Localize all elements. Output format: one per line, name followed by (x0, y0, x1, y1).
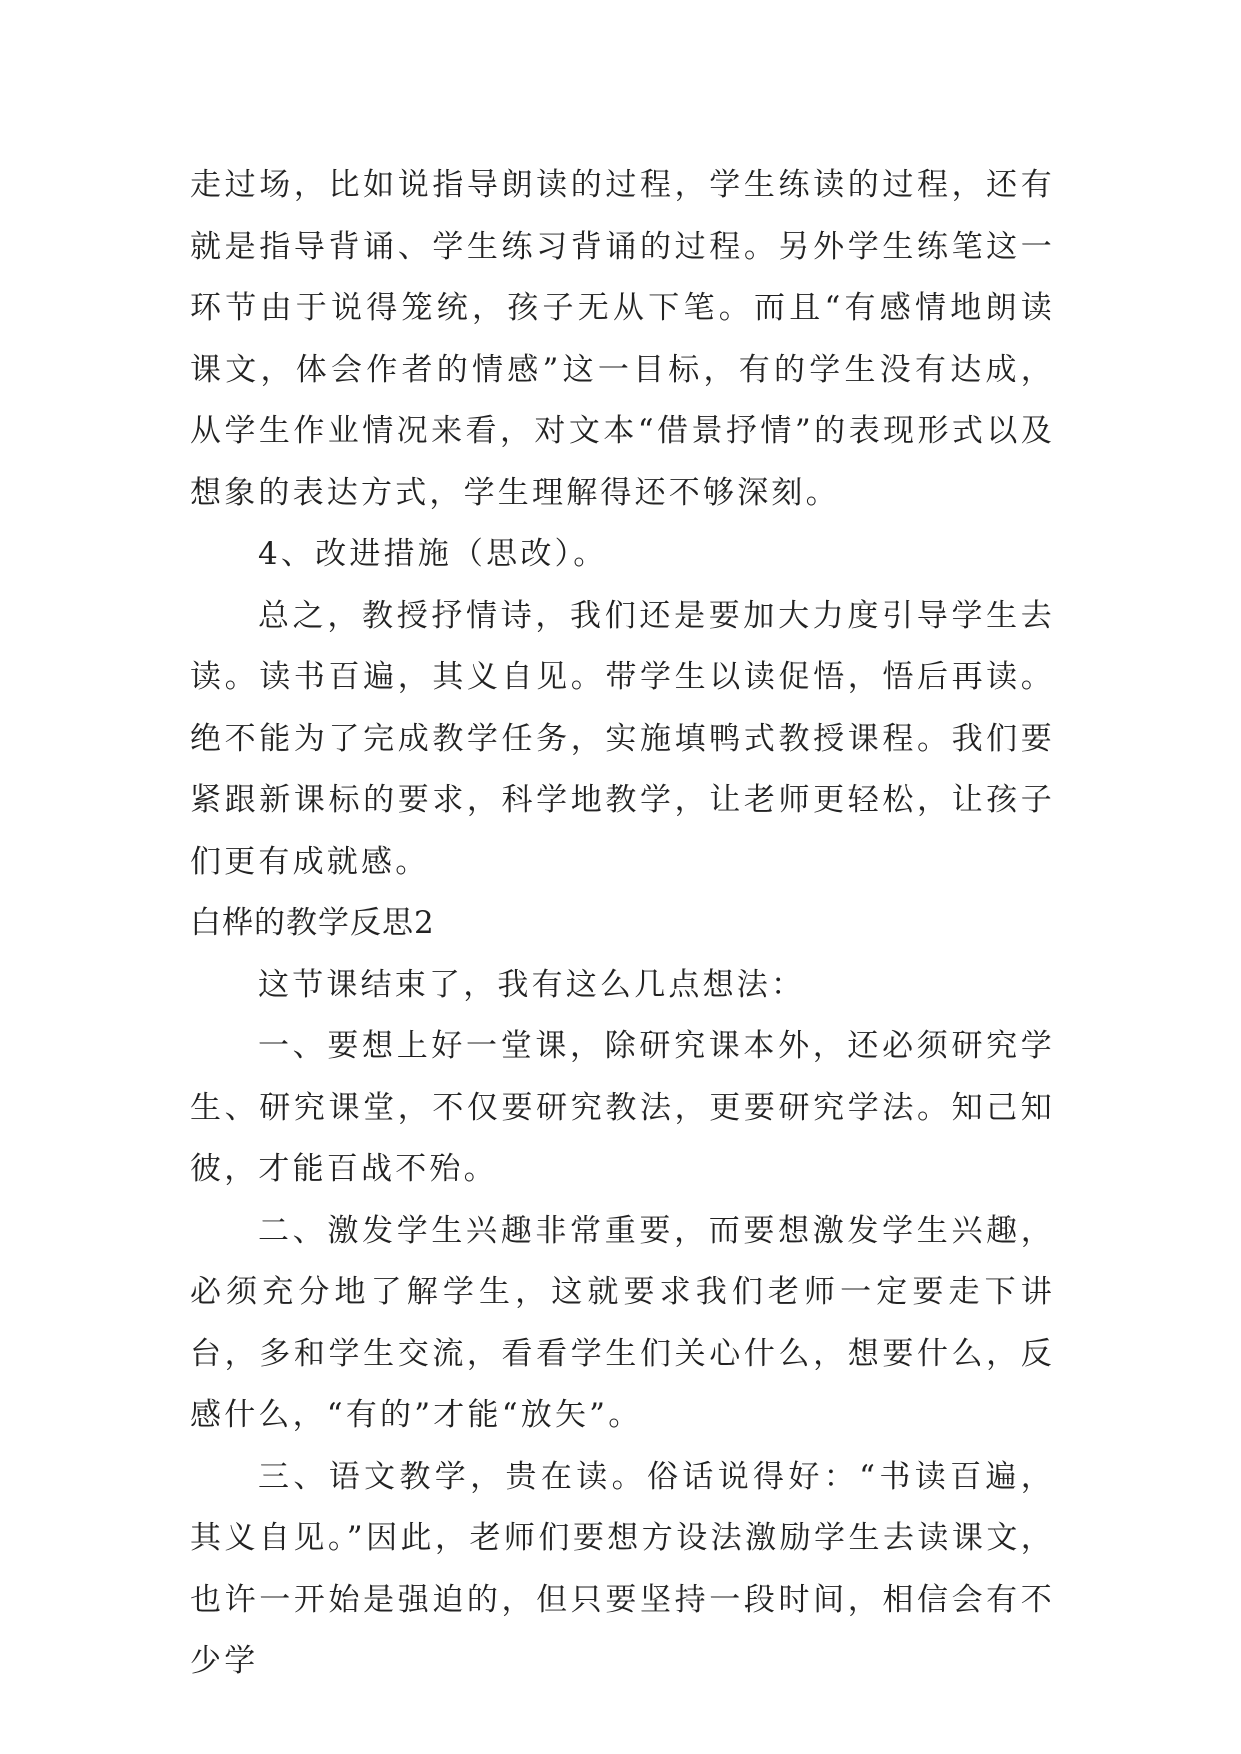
paragraph-point-one: 一、要想上好一堂课，除研究课本外，还必须研究学生、研究课堂，不仅要研究教法，更要研究学法。知己知彼，才能百战不殆。 (190, 1028, 1055, 1187)
paragraph-improvement-measures: 4、改进措施（思改）。 (258, 536, 608, 572)
paragraph-intro: 这节课结束了，我有这么几点想法： (258, 966, 806, 1003)
paragraph-point-three: 三、语文教学，贵在读。俗话说得好：“书读百遍，其义自见。”因此，老师们要想方设法激励学生去读课文，也许一开始是强迫的，但只要坚持一段时间，相信会有不少学 (190, 1458, 1055, 1679)
paragraph-summary: 总之，教授抒情诗，我们还是要加大力度引导学生去读。读书百遍，其义自见。带学生以读促悟，悟后再读。绝不能为了完成教学任务，实施填鸭式教授课程。我们要紧跟新课标的要求，科学地教学，让老师更轻松，让孩子们更有成就感。 (190, 597, 1055, 880)
section-heading: 白桦的教学反思2 (190, 905, 435, 941)
document-body (190, 155, 1055, 1693)
paragraph-point-two: 二、激发学生兴趣非常重要，而要想激发学生兴趣，必须充分地了解学生，这就要求我们老师一定要走下讲台，多和学生交流，看看学生们关心什么，想要什么，反感什么，“有的”才能“放矢”。 (190, 1212, 1055, 1433)
paragraph-continuation: 走过场，比如说指导朗读的过程，学生练读的过程，还有就是指导背诵、学生练习背诵的过程。另外学生练笔这一环节由于说得笼统，孩子无从下笔。而且“有感情地朗读课文，体会作者的情感”这一目标，有的学生没有达成，从学生作业情况来看，对文本“借景抒情”的表现形式以及想象的表达方式，学生理解得还不够深刻。 (190, 167, 1055, 511)
